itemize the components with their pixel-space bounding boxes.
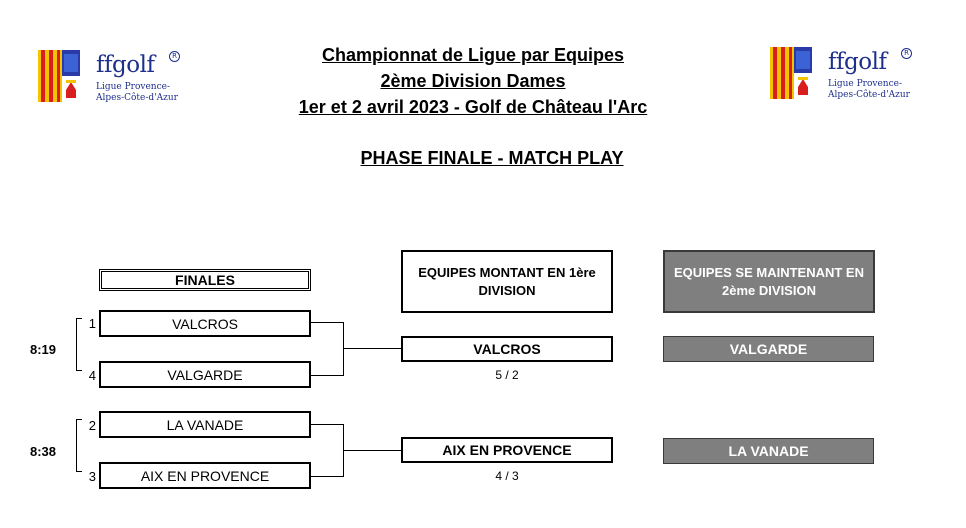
connector-1-out	[343, 348, 401, 349]
team-box-aix-en-provence: AIX EN PROVENCE	[99, 462, 311, 489]
bracket-left-1	[76, 318, 77, 371]
maintained-box-2: LA VANADE	[663, 438, 874, 464]
seed-number: 4	[88, 368, 96, 383]
team-box-valgarde: VALGARDE	[99, 361, 311, 388]
bracket-left-2	[76, 419, 77, 472]
connector-1-top	[311, 322, 344, 323]
winner-box-2: AIX EN PROVENCE	[401, 437, 613, 463]
maintained-header: EQUIPES SE MAINTENANT EN 2ème DIVISION	[663, 250, 875, 313]
match-score-2: 4 / 3	[495, 469, 519, 483]
title-championship: Championnat de Ligue par Equipes	[321, 45, 625, 65]
match-time-1: 8:19	[30, 342, 57, 357]
title-date-venue: 1er et 2 avril 2023 - Golf de Château l'Arc	[298, 97, 648, 117]
connector-1-bottom	[311, 375, 344, 376]
maintained-box-1: VALGARDE	[663, 336, 874, 362]
connector-1-vertical	[343, 322, 344, 376]
brand-name: ffgolf	[828, 49, 887, 75]
team-box-la-vanade: LA VANADE	[99, 411, 311, 438]
bracket-left-1-top	[76, 318, 82, 319]
bracket-left-2-bottom	[76, 471, 82, 472]
title-division: 2ème Division Dames	[380, 71, 566, 91]
region-name: Ligue Provence- Alpes-Côte-d'Azur	[828, 79, 910, 100]
bracket-left-2-top	[76, 419, 82, 420]
registered-icon: R	[901, 48, 912, 59]
match-score-1: 5 / 2	[495, 368, 519, 382]
bracket-left-1-bottom	[76, 370, 82, 371]
brand-name: ffgolf	[96, 52, 155, 78]
connector-2-top	[311, 424, 344, 425]
winner-box-1: VALCROS	[401, 336, 613, 362]
seed-number: 1	[88, 316, 96, 331]
seed-number: 3	[88, 469, 96, 484]
seed-number: 2	[88, 418, 96, 433]
title-phase: PHASE FINALE - MATCH PLAY	[360, 148, 624, 168]
connector-2-out	[343, 450, 401, 451]
finales-header: FINALES	[99, 269, 311, 291]
connector-2-bottom	[311, 476, 344, 477]
region-name: Ligue Provence- Alpes-Côte-d'Azur	[96, 82, 178, 103]
promoted-header: EQUIPES MONTANT EN 1ère DIVISION	[401, 250, 613, 313]
registered-icon: R	[169, 51, 180, 62]
team-box-valcros: VALCROS	[99, 310, 311, 337]
match-time-2: 8:38	[30, 444, 57, 459]
